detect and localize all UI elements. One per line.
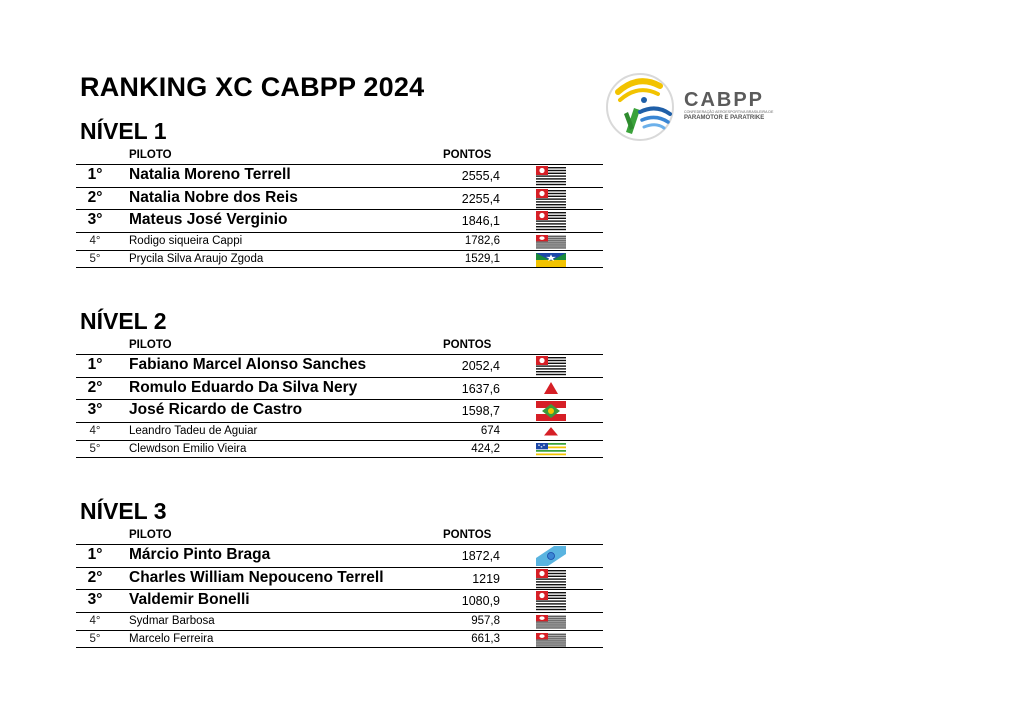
table-row [76, 164, 603, 187]
position: 5° [89, 632, 101, 645]
table-row [76, 612, 603, 630]
points-column-header: PONTOS [443, 339, 492, 351]
position: 1° [87, 356, 103, 373]
pilot-name: Rodigo siqueira Cappi [129, 234, 243, 247]
logo-tagline-bottom: PARAMOTOR E PARATRIKE [684, 115, 765, 121]
page-title: RANKING XC CABPP 2024 [80, 72, 425, 102]
minas-gerais-flag-icon [536, 379, 566, 399]
points-value: 424,2 [471, 442, 500, 455]
pilot-name: Natalia Nobre dos Reis [129, 188, 298, 206]
santa-catarina-flag-icon [536, 401, 566, 421]
goias-flag-icon [536, 443, 566, 457]
position: 3° [87, 591, 103, 608]
position: 2° [87, 378, 103, 396]
points-value: 1846,1 [461, 214, 500, 228]
position: 1° [87, 546, 103, 563]
logo-tagline-top: CONFEDERAÇÃO AEROESPORTIVA BRASILEIRA DE [684, 110, 774, 114]
points-value: 2255,4 [461, 191, 500, 206]
table-row [76, 630, 603, 648]
pilot-column-header: PILOTO [129, 149, 172, 161]
table-row [76, 250, 603, 268]
pilot-name: Márcio Pinto Braga [129, 546, 271, 563]
sao-paulo-flag-icon [536, 569, 566, 589]
level-title: NÍVEL 1 [80, 118, 167, 144]
points-value: 1529,1 [464, 252, 500, 265]
level-title: NÍVEL 2 [80, 308, 167, 334]
table-row [76, 544, 603, 567]
pilot-name: Marcelo Ferreira [129, 632, 214, 645]
points-value: 661,3 [471, 632, 500, 645]
points-value: 674 [480, 424, 500, 437]
points-value: 1782,6 [464, 234, 500, 247]
minas-gerais-flag-icon [536, 425, 566, 439]
pilot-name: Valdemir Bonelli [129, 591, 250, 608]
table-row [76, 354, 603, 377]
pilot-name: Prycila Silva Araujo Zgoda [129, 252, 264, 265]
table-row [76, 232, 603, 250]
table-header [76, 529, 603, 544]
pilot-name: Fabiano Marcel Alonso Sanches [129, 356, 367, 373]
pilot-column-header: PILOTO [129, 339, 172, 351]
sao-paulo-flag-icon [536, 211, 566, 231]
pilot-name: Charles William Nepouceno Terrell [129, 568, 384, 586]
position: 4° [89, 234, 101, 247]
points-value: 1080,9 [461, 594, 500, 608]
pilot-name: Leandro Tadeu de Aguiar [129, 424, 258, 437]
position: 4° [89, 614, 101, 627]
table-row [76, 422, 603, 440]
table-header [76, 339, 603, 354]
rondonia-flag-icon [536, 253, 566, 267]
pilot-name: Mateus José Verginio [129, 211, 288, 228]
table-header [76, 149, 603, 164]
sao-paulo-flag-icon [536, 166, 566, 186]
points-value: 2555,4 [461, 169, 500, 183]
rio-de-janeiro-flag-icon [536, 546, 566, 566]
points-value: 1637,6 [461, 381, 500, 396]
table-row [76, 399, 603, 422]
position: 3° [87, 401, 103, 418]
pilot-name: Clewdson Emilio Vieira [129, 442, 247, 455]
table-row [76, 589, 603, 612]
logo-name: CABPP [684, 89, 765, 111]
pilot-name: Sydmar Barbosa [129, 614, 215, 627]
sao-paulo-flag-icon [536, 235, 566, 249]
sao-paulo-flag-icon [536, 356, 566, 376]
table-row [76, 377, 603, 400]
points-value: 1872,4 [461, 549, 500, 563]
sao-paulo-flag-icon [536, 189, 566, 209]
position: 1° [87, 166, 103, 183]
position: 5° [89, 442, 101, 455]
level-title: NÍVEL 3 [80, 498, 167, 524]
cabpp-logo [604, 70, 784, 144]
table-row [76, 187, 603, 210]
position: 4° [89, 424, 101, 437]
points-value: 2052,4 [461, 359, 500, 373]
position: 3° [87, 211, 103, 228]
points-column-header: PONTOS [443, 149, 492, 161]
position: 2° [87, 568, 103, 586]
position: 5° [89, 252, 101, 265]
table-row [76, 567, 603, 590]
points-column-header: PONTOS [443, 529, 492, 541]
sao-paulo-flag-icon [536, 591, 566, 611]
points-value: 1598,7 [461, 404, 500, 418]
table-row [76, 209, 603, 232]
pilot-name: Natalia Moreno Terrell [129, 166, 291, 183]
table-row [76, 440, 603, 458]
sao-paulo-flag-icon [536, 615, 566, 629]
position: 2° [87, 188, 103, 206]
sao-paulo-flag-icon [536, 633, 566, 647]
pilot-column-header: PILOTO [129, 529, 172, 541]
points-value: 957,8 [471, 614, 500, 627]
points-value: 1219 [472, 571, 500, 586]
pilot-name: José Ricardo de Castro [129, 401, 303, 418]
pilot-name: Romulo Eduardo Da Silva Nery [129, 378, 358, 396]
